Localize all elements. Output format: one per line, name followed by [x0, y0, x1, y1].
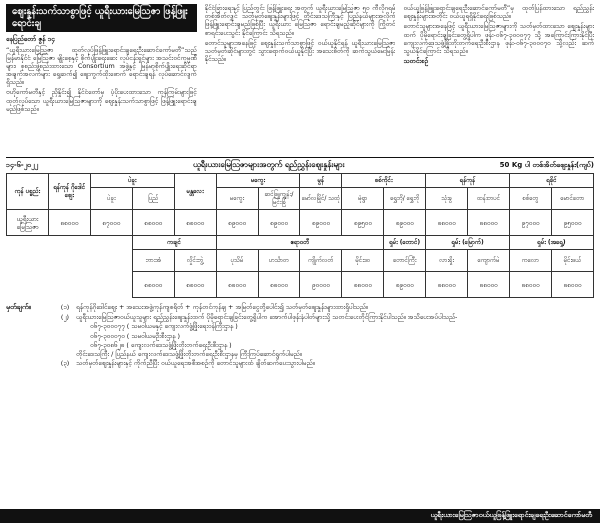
article-paragraph: ဗဟိုကော်မတီနှင့် ညှိနှိုင်း၍ နိုင်ငံတော်မှ ပံ့ပိုးပေးထားသော ကုန်ကြမ်းများဖြင့် ထုတ်လုပ်သော ယူရီးယားမြေဩဇာများကို ဈေးနှုန်းသက်သာစွာဖြင့် ဖြန့်ဖြူးရောင်းချမည်ဖြစ်သည်။ [6, 88, 197, 113]
column-header-region: မွန် [300, 174, 342, 188]
column-header-town: မော်လမြိုင်/ သထုံ [300, 188, 342, 210]
note-number: (၂) [60, 313, 70, 322]
article-columns [6, 4, 594, 154]
price-cell: ၈၈၀၀၀ [132, 210, 174, 236]
column-header-region: မကွေး [216, 174, 300, 188]
note-number: (၁) [60, 303, 70, 312]
column-header-town: ရွှေဘို/ ရွှေဘို [384, 188, 426, 210]
column-header-town: မိုင်းဒဝ [342, 250, 384, 272]
column-header-region: ရှမ်း (အရှေ့) [510, 236, 594, 250]
column-header-town: သုံးခွ [426, 188, 468, 210]
price-table [6, 173, 594, 298]
divider [6, 157, 594, 158]
column-header-region: ကချင် [132, 236, 216, 250]
price-cell: ၈၈၀၀၀ [468, 210, 510, 236]
article-paragraph: ဝယ်ယူဖြန့်ဖြူးရောင်းချရေးဦးဆောင်ကော်မတီ”မှ ထုတ်ပြန်ထားသော ရည်ညွှန်းဈေးနှုန်းများအတိုင်း ဝယ်ယူရရှိနိုင်ရေးဖြစ်သည်။ [403, 4, 595, 21]
note-number: (၃) [60, 359, 70, 368]
price-cell: ၈၈၀၀၀ [510, 272, 552, 298]
column-header-town: ပဲခူး [90, 188, 132, 210]
phone-line: ၀၆၇-၃၀၀၀၇၇ ( သမဝါယမနှင့် ကျေးလက်ဖွံ့ဖြိုးရေးဝန်ကြီးဌာန ) [90, 322, 238, 331]
price-cell: ၈၉၀၀၀ [384, 272, 426, 298]
note-text: ယူရီးယားမြေဩဇာဝယ်ယူသူများ ရည်ညွှန်းဈေးနှုန်းထက် ပိုမိုရောင်းချခြင်းတွေ့ရှိပါက အောက်ပါဖုန်းနံပါတ်များသို့ သတင်းပေးတိုင်ကြားနိုင်ပါသည်။ အသိပေးအပ်ပါသည်- [76, 313, 458, 322]
price-table-title: ယူရီးယားမြေဩဇာများအတွက် ရည်ညွှန်းဈေးနှုန်းများ [192, 160, 345, 169]
column-header-region: ရခိုင် [510, 174, 594, 188]
article-column-1 [6, 4, 197, 154]
note-text: ရန်ကုန်ဂိုဒေါင်ဈေး + အသေးအဖွဲ့ကုန်ကျစရိတ် + ကုန်တင်ကုန်ချ + အမြတ်ငွေတို့ပေါင်း၍ သတ်မှတ်ဈေးနှုန်းများထားရှိပါသည်။ [76, 303, 368, 312]
price-cell: ၈၉၀၀၀ [384, 210, 426, 236]
column-header-town: ကျိုက်လတ် [300, 250, 342, 272]
price-cell: ၈၈၀၀၀ [426, 272, 468, 298]
price-cell: ၉၇၀၀၀ [510, 210, 552, 236]
note-text: တိုင်းဒေသကြီး / ပြည်နယ် ကျေးလက်ဒေသဖွံ့ဖြိုးတိုးတက်ရေးဦးစီးဌာနမှ ကြီးကြပ်ဆောင်ရွက်ပါမည်။ [76, 349, 302, 358]
price-cell: ၈၈၀၀၀ [48, 210, 90, 236]
article-paragraph: နိုင်ငံခြားရေးနှင့် ပြည်တွင်း ဖြန့်ဖြူးရေး အတွက် ယူရီးယားမြေဩဇာ ၅၀ ကီလိုဂရမ် တစ်အိတ်လျှင် သတ်မှတ်ဈေးနှုန်းများဖြင့် တိုင်းဒေသကြီးနှင့် ပြည်နယ်များအလိုက် ဖြန့်ဖြူးရောင်းချမည်ဖြစ်ပြီး ယူရီးယား မြေဩဇာ ရောင်းချမည့်ဆိုင်များကို ကြိုတင်စာရင်းပေးသွင်း နိုင်ကြောင်း သိရသည်။ [204, 4, 396, 37]
table-spacer [7, 236, 133, 298]
column-header-town: ကလော [510, 250, 552, 272]
price-cell: ၉၅၀၀၀ [551, 210, 593, 236]
price-cell: ၈၈၀၀၀ [174, 272, 216, 298]
phone-line: ၀၆၇-၃၀၈၆၂၈ ( ကျေးလက်ဒေသဖွံ့ဖြိုးတိုးတက်ရေးဦးစီးဌာန ) [90, 340, 232, 349]
column-header-town: ထန်းတပင် [468, 188, 510, 210]
price-cell: ၈၉၅၀၀ [342, 210, 384, 236]
article-paragraph: “ယူရီးယားမြေဩဇာ ထုတ်လုပ်ဖြန့်ဖြူးရောင်းချရေးဦးဆောင်ကော်မတီ”သည် မြန်မာနိုင်ငံ မြေဩဇာ မျိုးစေ့နှင့် စိုက်ပျိုးရေးဆေး လုပ်ငန်းရှင်များ အသင်းဝင်ကုမ္ပဏီများ၊ စုစည်းဖွဲ့စည်းထားသော Consortium အဖွဲ့နှင့် မြန်မာ့စိုက်ပျိုးရေးဆိုင်ရာ အချက်အလက်များ ရှေ့ဆက်၍ ဈေးကွက်ထိုးဖောက် ရောင်းချရန် လုပ်ဆောင်လျက်ရှိသည်။ [6, 45, 197, 87]
column-header-town: ဟင်္သာတ [258, 250, 300, 272]
price-cell: ၉၀၀၀၀ [300, 272, 342, 298]
column-header-region: ရှမ်း (တောင်) [384, 236, 426, 250]
column-header-town: မကွေး [216, 188, 258, 210]
column-header-region: စစ်ကိုင်း [342, 174, 426, 188]
price-unit: 50 Kg ပါ တစ်အိတ်ဈေးနှုန်း(ကျပ်) [499, 160, 594, 169]
column-header-town: လှိုင်းဘွဲ့ [174, 250, 216, 272]
price-cell: ၈၈၀၀၀ [551, 272, 593, 298]
price-cell: ၈၇၀၀၀ [90, 210, 132, 236]
column-header-town: မုံရွာ [342, 188, 384, 210]
column-header-region: ရန်ကုန် [426, 174, 510, 188]
price-cell: ၈၈၀၀၀ [258, 272, 300, 298]
price-date: ၁၄-၆-၂၀၂၂ [6, 160, 38, 169]
article-paragraph: တောင်သူများအနေဖြင့် ယူရီးယားမြေဩဇာများကို သတ်မှတ်ထားသော ဈေးနှုန်းများထက် ပိုမိုရောင်းချခြင်းတွေ့ရှိပါက ဖုန်း-၀၆၇-၃၀၀၀၇၇ သို့ အကြောင်းကြားနိုင်ပြီး ကျေးလက်ဒေသဖွံ့ဖြိုးတိုးတက်ရေးဦးစီးဌာန ဖုန်း-၀၆၇-၃၀၀၀၇၀ သို့လည်း ဆက်သွယ်နိုင်ကြောင်း သိရသည်။ [403, 22, 595, 55]
price-cell: ၈၉၀၀၀ [300, 210, 342, 236]
price-table-header [6, 160, 594, 170]
notes-label: မှတ်ချက်။ [6, 303, 31, 312]
column-header-region: ပဲခူး [90, 174, 174, 188]
row-label-urea: ယူရီးယား မြေဩဇာ [7, 210, 49, 236]
column-header-town: မိုင်းဖယ် [551, 250, 593, 272]
column-header-region: ရှမ်း (မြောက်) [426, 236, 510, 250]
article-paragraph: တောင်သူများအနေဖြင့် ဈေးနှုန်းသက်သာစွာဖြင့် ဝယ်ယူနိုင်ရန် ယူရီးယားမြေဩဇာ သတ်မှတ်ဆိုင်များတွင် သွားရောက်ဝယ်ယူနိုင်ပြီး အသေးစိတ်ကို ဆက်သွယ်မေးမြန်းနိုင်သည်။ [204, 38, 396, 64]
article-headline: ဈေးနှုန်းသက်သာစွာဖြင့် ယူရီးယားမြေဩဇာ ဖြန့်ဖြူးရောင်းချ [6, 4, 197, 32]
note-text: သတ်မှတ်ဈေးနှုန်းများနှင့် ကိုက်ညီပြီး ဝယ်ယူရေးအစီအစဉ်ကို တောင်သူများထံ ချိတ်ဆက်ပေးသွားပါမည်။ [76, 359, 315, 368]
column-header-town: ပြည် [132, 188, 174, 210]
price-cell: ၈၈၀၀၀ [426, 210, 468, 236]
price-cell: ၈၈၀၀၀ [216, 272, 258, 298]
column-header-town: မောင်တော [551, 188, 593, 210]
column-header-region: မန္တလေး [174, 174, 216, 210]
phone-line: ၀၆၇-၃၀၀၀၇၀ ( သမဝါယမဦးစီးဌာန ) [90, 331, 180, 340]
price-cell: ၈၉၀၀၀ [258, 210, 300, 236]
price-cell: ၈၈၀၀၀ [468, 272, 510, 298]
price-cell: ၈၉၀၀၀ [216, 210, 258, 236]
column-header-town: ဘားအံ [132, 250, 174, 272]
issuer-banner: ယူရီးယားမြေဩဇာဝယ်ယူဖြန့်ဖြူးရောင်းချရေးဦးဆောင်ကော်မတီ [0, 509, 600, 523]
article-column-3 [403, 4, 594, 154]
column-header-town: လားရှိုး [426, 250, 468, 272]
column-header-town: ပုသိမ် [216, 250, 258, 272]
column-header-region: ရန်ကုန် ဂိုဒေါင်ဈေး [48, 174, 90, 210]
article-column-2 [205, 4, 396, 154]
column-header-town: ဆင်ဖြူကျွန်း/ မြင်းခြံ [258, 188, 300, 210]
price-cell: ၈၈၀၀၀ [174, 210, 216, 236]
column-header-town: စစ်တွေ [510, 188, 552, 210]
price-cell: ၈၈၀၀၀ [132, 272, 174, 298]
article-signoff: သတင်းစဉ် [403, 57, 429, 66]
price-cell: ၈၈၀၀၀ [342, 272, 384, 298]
column-header-product: ကုန် ပစ္စည်း [7, 174, 49, 210]
column-header-town: ကျောက်မဲ [468, 250, 510, 272]
column-header-town: တောင်ကြီး [384, 250, 426, 272]
column-header-region: ဧရာဝတီ [216, 236, 384, 250]
article-dateline: နေပြည်တော် ဇွန် ၁၄ [6, 35, 55, 44]
notes-section [6, 303, 594, 367]
